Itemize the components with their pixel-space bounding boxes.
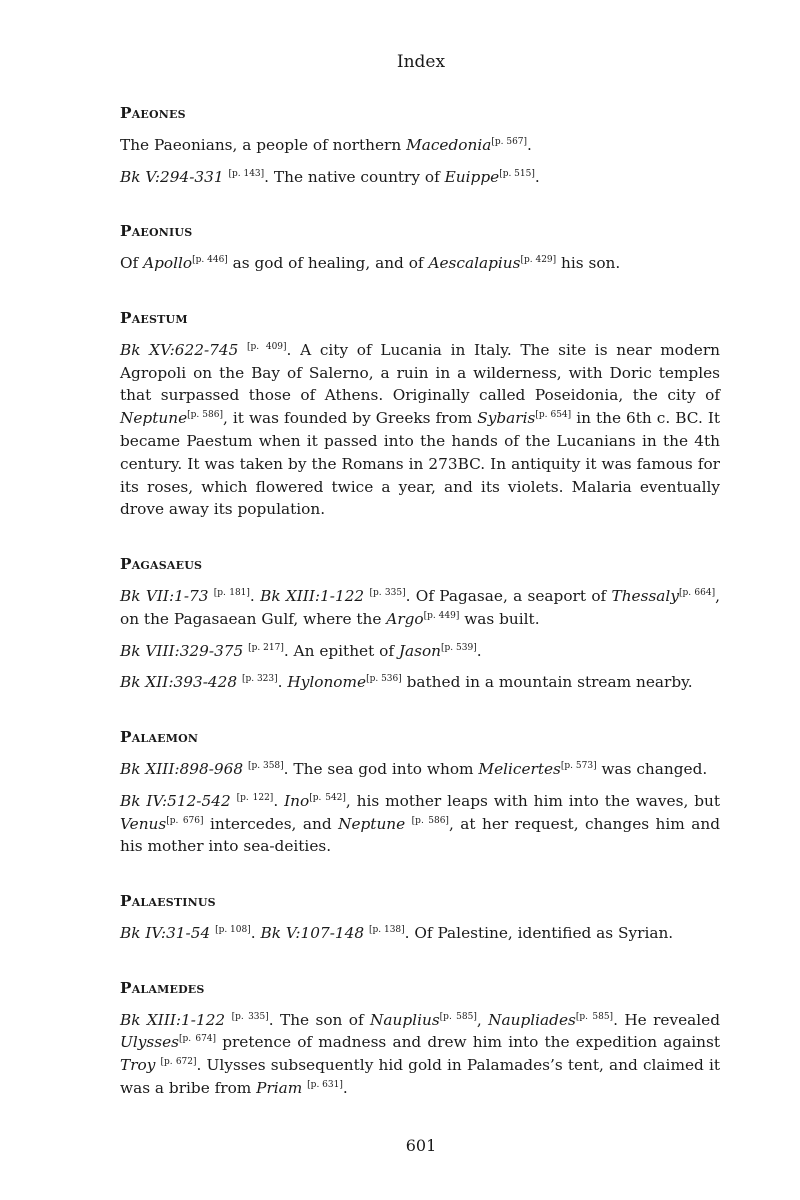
page-reference-link[interactable]: [p. 676] [166,815,204,826]
index-entry [120,726,720,858]
italic-term: Bk IV:512-542 [120,791,231,810]
running-head: Index [396,52,446,72]
text-run: his son. [556,254,621,273]
entry-paragraph [120,640,720,663]
page-reference-link[interactable]: [p. 217] [248,642,284,653]
italic-term: Bk XIII:1-122 [120,1010,226,1029]
text-run: . [534,167,540,186]
page-reference-link[interactable]: [p. 108] [215,924,251,935]
entry-paragraph [120,585,720,631]
page-reference-link[interactable]: [p. 542] [309,792,346,803]
page-reference-link[interactable]: [p. 672] [160,1057,197,1068]
italic-term: Melicertes [478,759,561,778]
text-run: . A city of Lucania in Italy. The site is near modern Agropoli on the Bay of Salerno, a ruin in a wilderness, with Doric temples that surpassed those of Athens. Originally called Poseidonia, the city of [120,340,720,405]
page-reference-link[interactable]: [p. 335] [231,1011,269,1022]
text-run: . [250,923,261,942]
italic-term: Nauplius [370,1010,440,1029]
text-run: was changed. [596,759,708,778]
page-reference-link[interactable]: [p. 664] [678,587,716,598]
entry-paragraph [120,339,720,521]
text-run: Of [120,254,144,273]
entry-paragraph [120,166,720,189]
page-reference-link[interactable]: [p. 409] [247,341,287,352]
page-reference-link[interactable]: [p. 143] [228,168,265,179]
text-run: bathed in a mountain stream nearby. [401,673,693,692]
text-run: as god of healing, and of [227,254,429,273]
italic-term: Euippe [444,167,500,186]
page-reference-link[interactable]: [p. 429] [520,255,557,266]
italic-term: Apollo [143,254,193,273]
entry-heading: Palaestinus [120,892,216,911]
italic-term: Naupliades [488,1010,576,1029]
entry-heading: Paestum [120,308,188,327]
italic-term: Bk XIII:898-968 [120,759,244,778]
italic-term: Sybaris [477,409,536,428]
entry-paragraph [120,790,720,858]
page-reference-link[interactable]: [p. 122] [236,792,274,803]
index-entry [120,102,720,188]
index-content [120,102,720,1132]
text-run: , [476,1010,489,1029]
text-run: . The native country of [264,167,445,186]
page-reference-link[interactable]: [p. 586] [187,410,223,421]
page-reference-link[interactable]: [p. 515] [499,168,535,179]
page-reference-link[interactable]: [p. 138] [368,924,405,935]
page-reference-link[interactable]: [p. 335] [369,587,406,598]
text-run: . Of Palestine, identified as Syrian. [404,923,674,942]
text-run: . An epithet of [283,641,399,660]
page-reference-link[interactable]: [p. 181] [213,587,250,598]
page-reference-link[interactable]: [p. 536] [366,674,402,685]
italic-term: Venus [120,814,167,833]
entry-paragraph [120,758,720,781]
text-run: , on the Pagasaean Gulf, where the [120,586,720,628]
text-run: . The sea god into whom [283,759,479,778]
entry-heading: Paeones [120,104,186,122]
text-run: . [476,641,482,660]
italic-term: Bk VIII:329-375 [120,641,244,660]
italic-term: Bk V:107-148 [260,923,365,942]
text-run: . [249,586,261,605]
italic-term: Bk VII:1-73 [120,586,209,605]
text-run [238,341,247,359]
italic-term: Ino [284,791,310,810]
entry-paragraph [120,252,720,275]
index-entry [120,307,720,521]
index-entry [120,977,720,1100]
italic-term: Argo [386,609,424,628]
page-reference-link[interactable]: [p. 323] [241,674,278,685]
text-run: . The son of [268,1010,371,1029]
italic-term: Jason [398,641,442,660]
entry-heading: Palamedes [120,978,205,997]
entry-heading: Palaemon [120,728,199,747]
entry-paragraph [120,922,720,945]
italic-term: Bk IV:31-54 [120,923,211,942]
entry-heading: Paeonius [120,222,193,241]
page-reference-link[interactable]: [p. 586] [411,815,449,826]
page-reference-link[interactable]: [p. 567] [491,136,528,147]
page-reference-link[interactable]: [p. 539] [441,642,477,653]
page-reference-link[interactable]: [p. 674] [179,1034,217,1045]
text-run: , his mother leaps with him into the waves, but [345,791,720,810]
italic-term: Ulysses [120,1033,180,1052]
italic-term: Neptune [338,814,406,833]
italic-term: Bk XII:393-428 [120,673,238,692]
entry-heading: Pagasaeus [120,555,203,574]
text-run: . [273,791,285,810]
index-entry [120,220,720,275]
page-reference-link[interactable]: [p. 631] [307,1079,343,1090]
index-entry [120,890,720,945]
page-reference-link[interactable]: [p. 654] [535,410,572,421]
page-number: 601 [405,1136,437,1155]
text-run: . [527,135,532,154]
entry-paragraph [120,134,720,157]
text-run: . [342,1078,348,1097]
text-run: . He revealed [613,1010,721,1029]
text-run: . [277,673,288,692]
text-run: was built. [459,609,540,628]
text-run: intercedes, and [203,814,339,833]
page-reference-link[interactable]: [p. 449] [423,610,460,621]
page-reference-link[interactable]: [p. 446] [192,255,228,266]
page-reference-link[interactable]: [p. 585] [439,1011,477,1022]
text-run: . Ulysses subsequently hid gold in Palamades’s tent, and claimed it was a bribe from [120,1056,720,1097]
text-run: pretence of madness and drew him into the expedition against [216,1033,720,1052]
italic-term: Bk XV:622-745 [120,340,239,359]
text-run: in the 6th c. BC. It became Paestum when it passed into the hands of the Lucanians in the 4th century. It was taken by the Romans in 273BC. In antiquity it was famous for its roses, which flowered twice a year, and its violets. Malaria eventually drove away its population. [120,409,721,519]
text-run: The Paeonians, a people of northern [120,135,407,154]
page-reference-link[interactable]: [p. 358] [247,760,284,771]
text-run: . Of Pagasae, a seaport of [405,586,612,605]
text-run: , at her request, changes him and his mother into sea-deities. [120,814,721,856]
italic-term: Aescalapius [428,254,521,273]
italic-term: Bk XIII:1-122 [260,586,365,605]
italic-term: Priam [256,1078,303,1097]
page-reference-link[interactable]: [p. 573] [560,760,597,771]
italic-term: Neptune [120,409,188,428]
text-run: , it was founded by Greeks from [223,409,478,428]
italic-term: Macedonia [406,135,492,154]
entry-paragraph [120,671,720,694]
italic-term: Bk V:294-331 [120,167,224,186]
italic-term: Troy [120,1056,156,1075]
italic-term: Thessaly [611,586,679,605]
index-entry [120,553,720,694]
page-reference-link[interactable]: [p. 585] [575,1011,614,1022]
entry-paragraph [120,1009,720,1100]
italic-term: Hylonome [287,673,367,692]
